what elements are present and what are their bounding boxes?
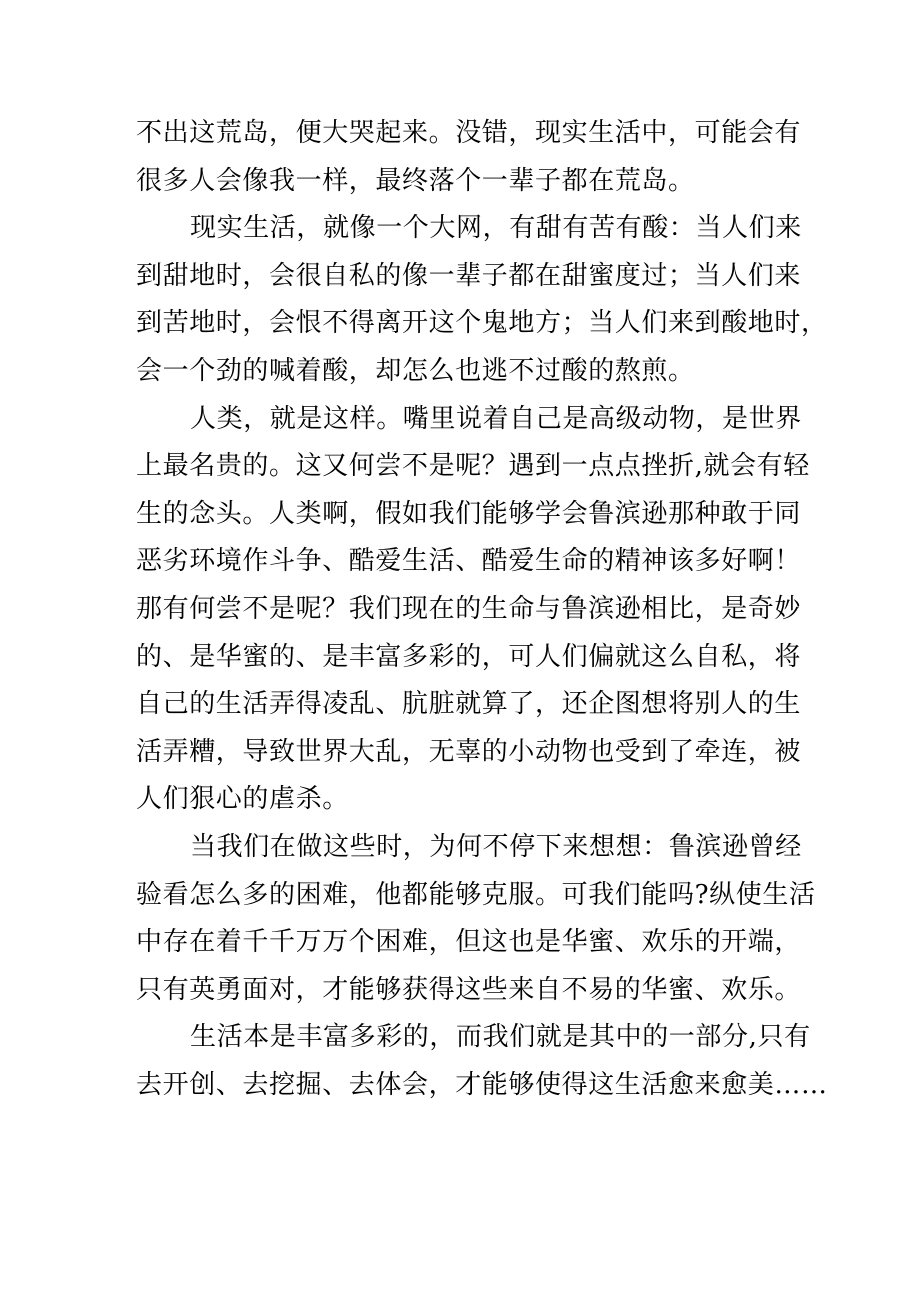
text-line: 恶劣环境作斗争、酷爱生活、酷爱生命的精神该多好啊！ xyxy=(136,546,802,577)
text-line: 中存在着千千万万个困难，但这也是华蜜、欢乐的开端， xyxy=(136,927,802,958)
text-line: 去开创、去挖掘、去体会，才能够使得这生活愈来愈美…… xyxy=(136,1069,828,1100)
paragraph-2 xyxy=(136,205,828,395)
text-line: 活弄糟，导致世界大乱，无辜的小动物也受到了牵连，被 xyxy=(136,736,802,767)
text-line: 到甜地时，会很自私的像一辈子都在甜蜜度过；当人们来 xyxy=(136,260,802,291)
text-line: 只有英勇面对，才能够获得这些来自不易的华蜜、欢乐。 xyxy=(136,974,802,1005)
paragraph-1 xyxy=(136,110,802,205)
text-line: 人类，就是这样。嘴里说着自己是高级动物，是世界 xyxy=(190,403,802,434)
text-line: 生活本是丰富多彩的，而我们就是其中的一部分,只有 xyxy=(190,1022,811,1053)
text-line: 自己的生活弄得凌乱、肮脏就算了，还企图想将别人的生 xyxy=(136,689,802,720)
text-line: 那有何尝不是呢？我们现在的生命与鲁滨逊相比，是奇妙 xyxy=(136,593,802,624)
text-line: 人们狠心的虐杀。 xyxy=(136,784,349,815)
text-line: 到苦地时，会恨不得离开这个鬼地方；当人们来到酸地时， xyxy=(136,308,828,339)
text-line: 不出这荒岛，便大哭起来。没错，现实生活中，可能会有 xyxy=(136,118,802,148)
text-line: 现实生活，就像一个大网，有甜有苦有酸：当人们来 xyxy=(190,213,802,244)
text-line: 上最名贵的。这又何尝不是呢？遇到一点点挫折,就会有轻 xyxy=(136,451,810,482)
paragraph-4 xyxy=(136,824,816,1014)
text-line: 当我们在做这些时，为何不停下来想想：鲁滨逊曾经 xyxy=(190,831,802,862)
text-line: 会一个劲的喊着酸，却怎么也逃不过酸的熬煎。 xyxy=(136,355,695,386)
text-line: 的、是华蜜的、是丰富多彩的，可人们偏就这么自私，将 xyxy=(136,641,802,672)
paragraph-3 xyxy=(136,396,810,824)
text-line: 很多人会像我一样，最终落个一辈子都在荒岛。 xyxy=(136,165,695,196)
text-line: 验看怎么多的困难，他都能够克服。可我们能吗?纵使生活 xyxy=(136,879,816,910)
text-line: 生的念头。人类啊，假如我们能够学会鲁滨逊那种敢于同 xyxy=(136,498,802,529)
paragraph-5 xyxy=(136,1014,828,1109)
document-body xyxy=(136,110,828,1109)
